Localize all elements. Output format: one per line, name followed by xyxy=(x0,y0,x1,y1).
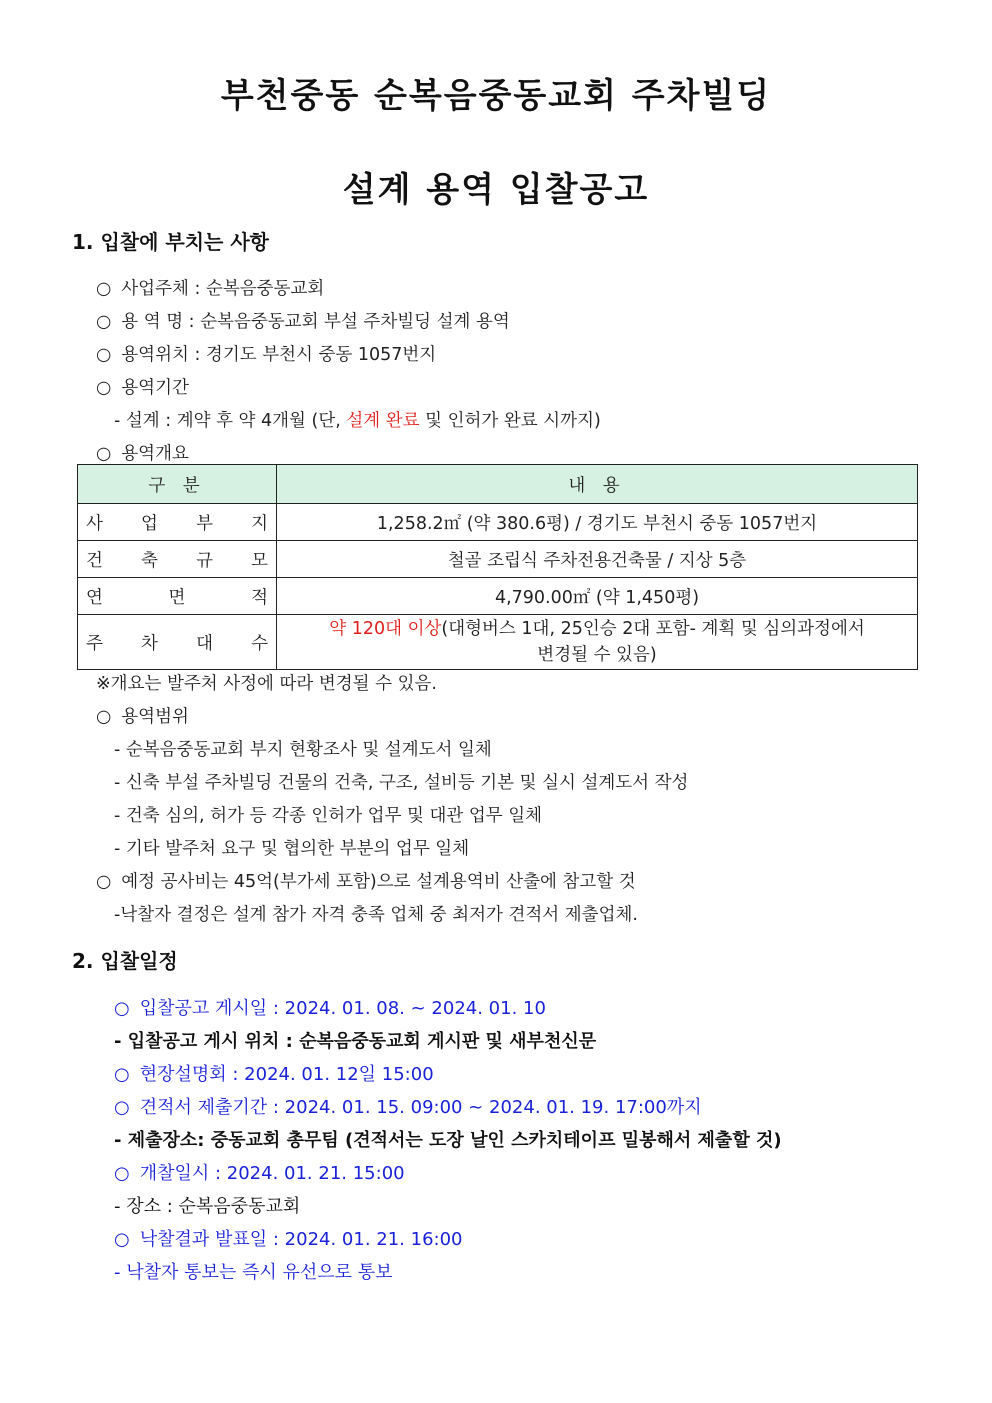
scope-item: - 기타 발주처 요구 및 협의한 부분의 업무 일체 xyxy=(114,839,470,859)
schedule-site-briefing: ○ 현장설명회 : 2024. 01. 12일 15:00 xyxy=(114,1064,434,1085)
circle-bullet-icon: ○ xyxy=(96,378,112,398)
row-value: 철골 조립식 주차전용건축물 / 지상 5층 xyxy=(277,541,918,578)
header-category: 구 분 xyxy=(78,465,277,504)
table-row xyxy=(78,615,918,670)
circle-bullet-icon: ○ xyxy=(96,312,112,332)
circle-bullet-icon: ○ xyxy=(96,707,112,727)
circle-bullet-icon: ○ xyxy=(96,444,112,464)
item-overview: ○ 용역개요 xyxy=(96,444,189,464)
period-highlight: 설계 완료 xyxy=(346,411,420,431)
header-content: 내 용 xyxy=(277,465,918,504)
item-service-name: ○ 용 역 명 : 순복음중동교회 부설 주차빌딩 설계 용역 xyxy=(96,312,510,332)
circle-bullet-icon: ○ xyxy=(96,279,112,299)
title-line-2: 설계 용역 입찰공고 xyxy=(342,170,650,210)
row-value: 약 120대 이상(대형버스 1대, 25인승 2대 포함- 계획 및 심의과정에서 변경될 수 있음) xyxy=(277,615,918,670)
circle-bullet-icon: ○ xyxy=(114,1097,130,1118)
circle-bullet-icon: ○ xyxy=(114,1064,130,1085)
title-line-1: 부천중동 순복음중동교회 주차빌딩 xyxy=(220,76,772,116)
circle-bullet-icon: ○ xyxy=(114,1163,130,1184)
schedule-winner-notice: - 낙찰자 통보는 즉시 유선으로 통보 xyxy=(114,1262,393,1283)
item-service-period: ○ 용역기간 xyxy=(96,378,189,398)
row-value: 1,258.2㎡ (약 380.6평) / 경기도 부천시 중동 1057번지 xyxy=(277,504,918,541)
scope-item: - 건축 심의, 허가 등 각종 인허가 업무 및 대관 업무 일체 xyxy=(114,806,543,826)
overview-table xyxy=(77,464,918,670)
table-row xyxy=(78,578,918,615)
schedule-result-date: ○ 낙찰결과 발표일 : 2024. 01. 21. 16:00 xyxy=(114,1229,463,1250)
scope-item: - 순복음중동교회 부지 현황조사 및 설계도서 일체 xyxy=(114,740,492,760)
item-budget: ○ 예정 공사비는 45억(부가세 포함)으로 설계용역비 산출에 참고할 것 xyxy=(96,872,636,892)
table-row xyxy=(78,504,918,541)
row-label: 연 면 적 xyxy=(78,578,277,615)
parking-highlight: 약 120대 이상 xyxy=(329,619,442,639)
circle-bullet-icon: ○ xyxy=(96,872,112,892)
schedule-submission-place: - 제출장소: 중동교회 총무팀 (견적서는 도장 날인 스카치테이프 밀봉해서 제출할 것) xyxy=(114,1130,782,1151)
period-detail: - 설계 : 계약 후 약 4개월 (단, 설계 완료 및 인허가 완료 시까지) xyxy=(114,411,601,431)
table-row xyxy=(78,541,918,578)
section-2-heading: 2. 입찰일정 xyxy=(72,949,178,973)
row-label: 사 업 부 지 xyxy=(78,504,277,541)
circle-bullet-icon: ○ xyxy=(96,345,112,365)
circle-bullet-icon: ○ xyxy=(114,1229,130,1250)
winner-rule: -낙찰자 결정은 설계 참가 자격 충족 업체 중 최저가 견적서 제출업체. xyxy=(114,905,638,925)
row-value: 4,790.00㎡ (약 1,450평) xyxy=(277,578,918,615)
circle-bullet-icon: ○ xyxy=(114,998,130,1019)
schedule-bid-opening: ○ 개찰일시 : 2024. 01. 21. 15:00 xyxy=(114,1163,405,1184)
table-header-row xyxy=(78,465,918,504)
schedule-posting-location: - 입찰공고 게시 위치 : 순복음중동교회 게시판 및 새부천신문 xyxy=(114,1031,597,1052)
schedule-posting-date: ○ 입찰공고 게시일 : 2024. 01. 08. ~ 2024. 01. 10 xyxy=(114,998,546,1019)
schedule-opening-place: - 장소 : 순복음중동교회 xyxy=(114,1196,301,1217)
item-scope: ○ 용역범위 xyxy=(96,707,189,727)
item-business-owner: ○ 사업주체 : 순복음중동교회 xyxy=(96,279,325,299)
scope-item: - 신축 부설 주차빌딩 건물의 건축, 구조, 설비등 기본 및 실시 설계도서 작성 xyxy=(114,773,689,793)
row-label: 건 축 규 모 xyxy=(78,541,277,578)
schedule-quote-period: ○ 견적서 제출기간 : 2024. 01. 15. 09:00 ~ 2024. 01. 19. 17:00까지 xyxy=(114,1097,702,1118)
row-label: 주 차 대 수 xyxy=(78,615,277,670)
overview-note: ※개요는 발주처 사정에 따라 변경될 수 있음. xyxy=(96,674,437,694)
section-1-heading: 1. 입찰에 부치는 사항 xyxy=(72,230,269,254)
item-service-location: ○ 용역위치 : 경기도 부천시 중동 1057번지 xyxy=(96,345,437,365)
